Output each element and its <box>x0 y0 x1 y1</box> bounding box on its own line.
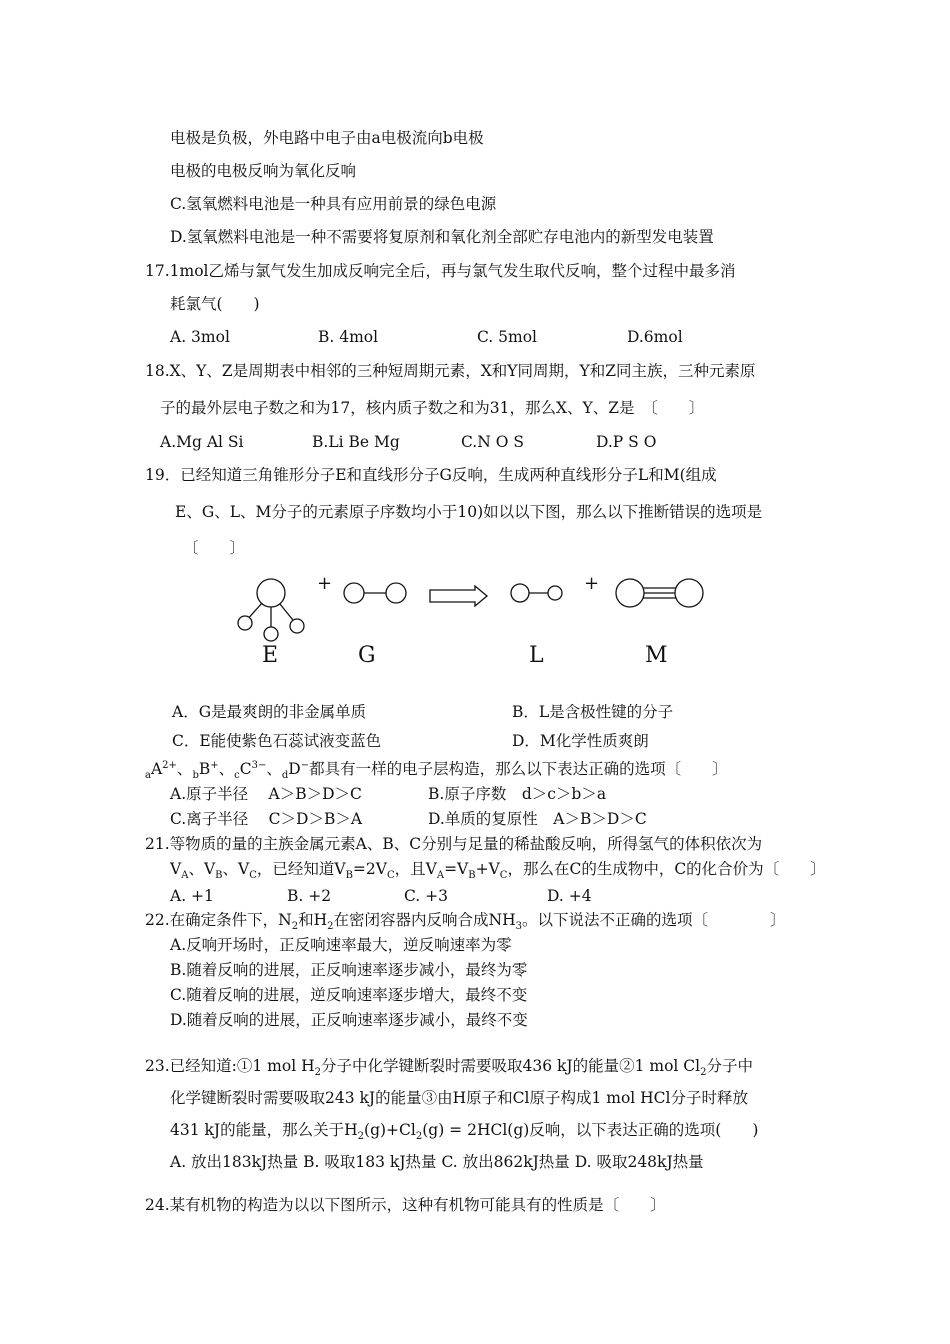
q20-stem <box>145 759 728 782</box>
l-atom-small <box>548 586 562 600</box>
q21-option-c: C. +3 <box>404 887 449 905</box>
label-l: L <box>529 643 544 668</box>
q23-stem-line3: 431 kJ的能量，那么关于$H_2(g)+Cl_2(g) = 2HCl(g)$反响，以下表达正确的选项( ) <box>170 1121 759 1143</box>
q16-option-b: 电极的电极反响为氧化反响 <box>170 162 357 180</box>
q18-option-d: D.P S O <box>596 433 657 451</box>
q19-option-a: A．G是最爽朗的非金属单质 <box>172 703 367 721</box>
reaction-arrow <box>430 586 487 606</box>
q18-option-c: C.N O S <box>461 433 524 451</box>
q18-option-a: A.Mg Al Si <box>160 433 244 451</box>
q19-stem-line3: 〔 〕 <box>183 539 246 557</box>
q19-stem-line2: E、G、L、M分子的元素原子序数均小于10)如以以下图，那么以下推断错误的选项是 <box>175 503 763 521</box>
q23-stem-line1: 23.已经知道:①1 mol $H_2$分子中化学键断裂时需要吸取436 kJ的能量②1 mol $Cl_2$分子中 <box>145 1057 753 1079</box>
q22-option-b: B.随着反响的进展，正反响速率逐步减小，最终为零 <box>170 961 528 979</box>
molecule-reaction-diagram <box>225 565 725 675</box>
label-e: E <box>262 643 279 668</box>
q17-option-a: A. 3mol <box>170 328 230 346</box>
q21-stem-line2: $V_A$、$V_B$、$V_C$，已经知道$V_B=2V_C$，且$V_A=V_B+V_C$，那么在C的生成物中，C的化合价为〔 〕 <box>170 860 826 882</box>
q20-option-c: C.离子半径 C＞D＞B＞A <box>170 810 363 828</box>
e-central-atom <box>257 579 285 607</box>
g-atom-right <box>386 583 406 603</box>
plus-sign-2: + <box>584 573 600 594</box>
q22-option-c: C.随着反响的进展，逆反响速率逐步增大，最终不变 <box>170 986 528 1004</box>
q22-option-d: D.随着反响的进展，正反响速率逐步减小，最终不变 <box>170 1011 528 1029</box>
label-g: G <box>358 643 376 668</box>
e-atom-right <box>290 619 304 633</box>
q18-stem-line1: 18.X、Y、Z是周期表中相邻的三种短周期元素，X和Y同周期，Y和Z同主族，三种元素原 <box>145 362 756 380</box>
q20-ions: $_aA^{2+}$、$_b$B+、$_cC^{3-}$、$_d$D− <box>145 759 310 782</box>
q17-stem-line2: 耗氯气( ) <box>170 295 260 313</box>
m-atom-right <box>675 579 703 607</box>
q21-option-a: A. +1 <box>170 887 214 905</box>
e-atom-left <box>238 616 252 630</box>
q23-stem-line2: 化学键断裂时需要吸取243 kJ的能量③由H原子和Cl原子构成1 mol HCl分子时释放 <box>170 1089 748 1107</box>
l-atom-large <box>511 584 529 602</box>
q20-option-d: D.单质的复原性 A＞B＞D＞C <box>428 810 647 828</box>
q20-option-a: A.原子半径 A＞B＞D＞C <box>170 785 362 803</box>
m-atom-left <box>616 579 644 607</box>
q20-option-b: B.原子序数 d＞c＞b＞a <box>428 785 607 803</box>
q16-option-d: D.氢氧燃料电池是一种不需要将复原剂和氧化剂全部贮存电池内的新型发电装置 <box>170 228 714 246</box>
q17-option-d: D.6mol <box>627 328 683 346</box>
q19-option-c: C．E能使紫色石蕊试液变蓝色 <box>172 732 382 750</box>
q22-option-a: A.反响开场时，正反响速率最大，逆反响速率为零 <box>170 936 512 954</box>
q21-option-d: D. +4 <box>547 887 592 905</box>
q19-option-b: B．L是含极性键的分子 <box>512 703 674 721</box>
q21-option-b: B. +2 <box>287 887 332 905</box>
q19-stem-line1: 19．已经知道三角锥形分子E和直线形分子G反响，生成两种直线形分子L和M(组成 <box>145 466 717 484</box>
q21-stem-line1: 21.等物质的量的主族金属元素A、B、C分别与足量的稀盐酸反响，所得氢气的体积依次为 <box>145 835 763 853</box>
q16-option-a: 电极是负极，外电路中电子由a电极流向b电极 <box>170 129 484 147</box>
q17-option-b: B. 4mol <box>318 328 379 346</box>
q24-stem: 24.某有机物的构造为以以下图所示，这种有机物可能具有的性质是〔 〕 <box>145 1196 666 1214</box>
q20-stem-text: 都具有一样的电子层构造，那么以下表达正确的选项〔 〕 <box>309 760 728 778</box>
q16-option-c: C.氢氧燃料电池是一种具有应用前景的绿色电源 <box>170 195 497 213</box>
q22-stem: 22.在确定条件下，$N_2$和$H_2$在密闭容器内反响合成$NH_3$。以下说法不正确的选项〔 〕 <box>145 911 786 933</box>
q17-stem-line1: 17.1mol乙烯与氯气发生加成反响完全后，再与氯气发生取代反响，整个过程中最多消 <box>145 262 736 280</box>
molecule-reaction-svg <box>225 565 725 645</box>
q18-stem-line2: 子的最外层电子数之和为17，核内质子数之和为31，那么X、Y、Z是 〔 〕 <box>160 399 705 417</box>
plus-sign-1: + <box>317 573 333 594</box>
q19-option-d: D．M化学性质爽朗 <box>512 732 649 750</box>
label-m: M <box>645 643 668 668</box>
g-atom-left <box>344 583 364 603</box>
q17-option-c: C. 5mol <box>477 328 538 346</box>
q18-option-b: B.Li Be Mg <box>312 433 400 451</box>
q23-options: A. 放出183kJ热量 B. 吸取183 kJ热量 C. 放出862kJ热量 D. 吸取248kJ热量 <box>170 1153 704 1171</box>
e-atom-middle <box>264 627 278 641</box>
